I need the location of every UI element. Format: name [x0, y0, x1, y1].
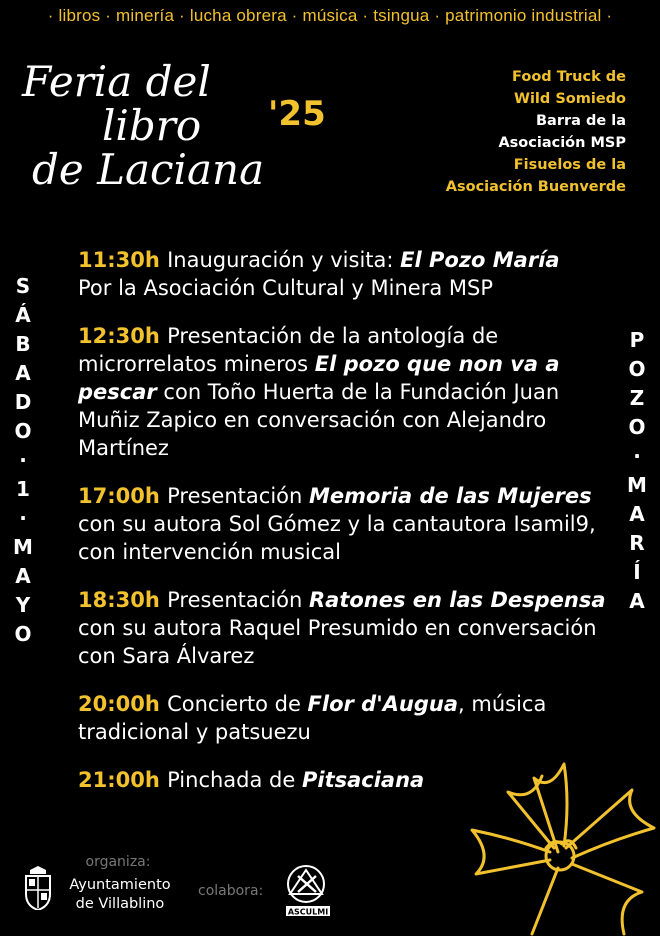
schedule-event	[78, 246, 618, 302]
schedule	[78, 246, 618, 814]
vertical-letter: A	[629, 589, 645, 613]
schedule-event	[78, 322, 618, 462]
sponsor-line: Asociación Buenverde	[445, 179, 626, 195]
vertical-letter: O	[628, 415, 646, 439]
vertical-letter: O	[628, 357, 646, 381]
schedule-event	[78, 690, 618, 746]
event-text: con su autora Raquel Presumido en conversación con Sara Álvarez	[78, 616, 597, 668]
vertical-letter: Á	[15, 303, 31, 327]
title-line-1: Feria del	[22, 57, 211, 106]
title-line-2: libro	[102, 101, 202, 150]
event-text: , música tradicional y patsuezu	[78, 692, 547, 744]
topline-tags: · libros · minería · lucha obrera · música · tsingua · patrimonio industrial ·	[47, 6, 613, 25]
event-highlight: El Pozo María	[400, 248, 560, 272]
event-text: con su autora Sol Gómez y la cantautora Isamil9, con intervención musical	[78, 512, 596, 564]
event-time: 20:00h	[78, 692, 168, 716]
ayuntamiento-line-1: Ayuntamiento	[69, 877, 171, 893]
sponsor-line: Barra de la	[536, 113, 626, 129]
sponsor-line: Wild Somiedo	[513, 91, 626, 107]
event-text: Presentación de la antología de microrrelatos mineros	[78, 324, 499, 376]
vertical-letter: Í	[633, 560, 641, 584]
event-text: Concierto de	[167, 692, 308, 716]
schedule-event	[78, 482, 618, 566]
ayuntamiento-name	[60, 876, 180, 914]
vertical-letter: Y	[15, 593, 31, 617]
vertical-letter: ·	[19, 448, 27, 472]
sponsor-line: Food Truck de	[512, 69, 626, 85]
vertical-letter: M	[13, 535, 33, 559]
vertical-letter: M	[627, 473, 647, 497]
location-vertical	[624, 326, 650, 616]
event-highlight: Memoria de las Mujeres	[308, 484, 592, 508]
vertical-letter: O	[14, 622, 32, 646]
ayuntamiento-line-2: de Villablino	[75, 896, 165, 912]
event-time: 17:00h	[78, 484, 168, 508]
event-highlight: El pozo que non va a pescar	[78, 352, 560, 404]
daffodil-icon	[446, 756, 660, 936]
vertical-letter: B	[15, 332, 31, 356]
coat-of-arms-icon	[22, 866, 54, 910]
vertical-letter: A	[15, 361, 31, 385]
title-line-3: de Laciana	[32, 145, 265, 194]
title-year: '25	[268, 94, 326, 134]
event-text: Inauguración y visita:	[167, 248, 401, 272]
vertical-letter: Z	[629, 386, 645, 410]
event-text: Presentación	[167, 484, 309, 508]
vertical-letter: R	[629, 531, 645, 555]
vertical-letter: P	[629, 328, 645, 352]
vertical-letter: D	[14, 390, 32, 414]
event-text: Pinchada de	[167, 768, 302, 792]
vertical-letter: A	[15, 564, 31, 588]
sponsor-line: Fisuelos de la	[513, 157, 626, 173]
event-time: 11:30h	[78, 248, 168, 272]
event-highlight: Ratones en las Despensa	[308, 588, 606, 612]
sponsors-list	[396, 66, 626, 198]
event-text: con Toño Huerta de la Fundación Juan Muñiz Zapico en conversación con Alejandro Martínez	[78, 380, 560, 460]
svg-text:ASCULMI: ASCULMI	[287, 907, 329, 917]
sponsor-line: Asociación MSP	[498, 135, 626, 151]
date-vertical	[10, 272, 36, 649]
event-time: 12:30h	[78, 324, 168, 348]
vertical-letter: 1	[16, 477, 30, 501]
vertical-letter: ·	[19, 506, 27, 530]
event-text: Presentación	[167, 588, 309, 612]
event-highlight: Pitsaciana	[301, 768, 425, 792]
vertical-letter: ·	[633, 444, 641, 468]
vertical-letter: O	[14, 419, 32, 443]
event-text: Por la Asociación Cultural y Minera MSP	[78, 276, 494, 300]
organiza-label: organiza:	[85, 854, 151, 870]
event-time: 21:00h	[78, 768, 168, 792]
vertical-letter: A	[629, 502, 645, 526]
vertical-letter: S	[15, 274, 31, 298]
event-time: 18:30h	[78, 588, 168, 612]
colabora-label: colabora:	[198, 883, 264, 899]
asculmi-logo-icon	[276, 858, 340, 922]
schedule-event	[78, 586, 618, 670]
event-highlight: Flor d'Augua	[307, 692, 459, 716]
